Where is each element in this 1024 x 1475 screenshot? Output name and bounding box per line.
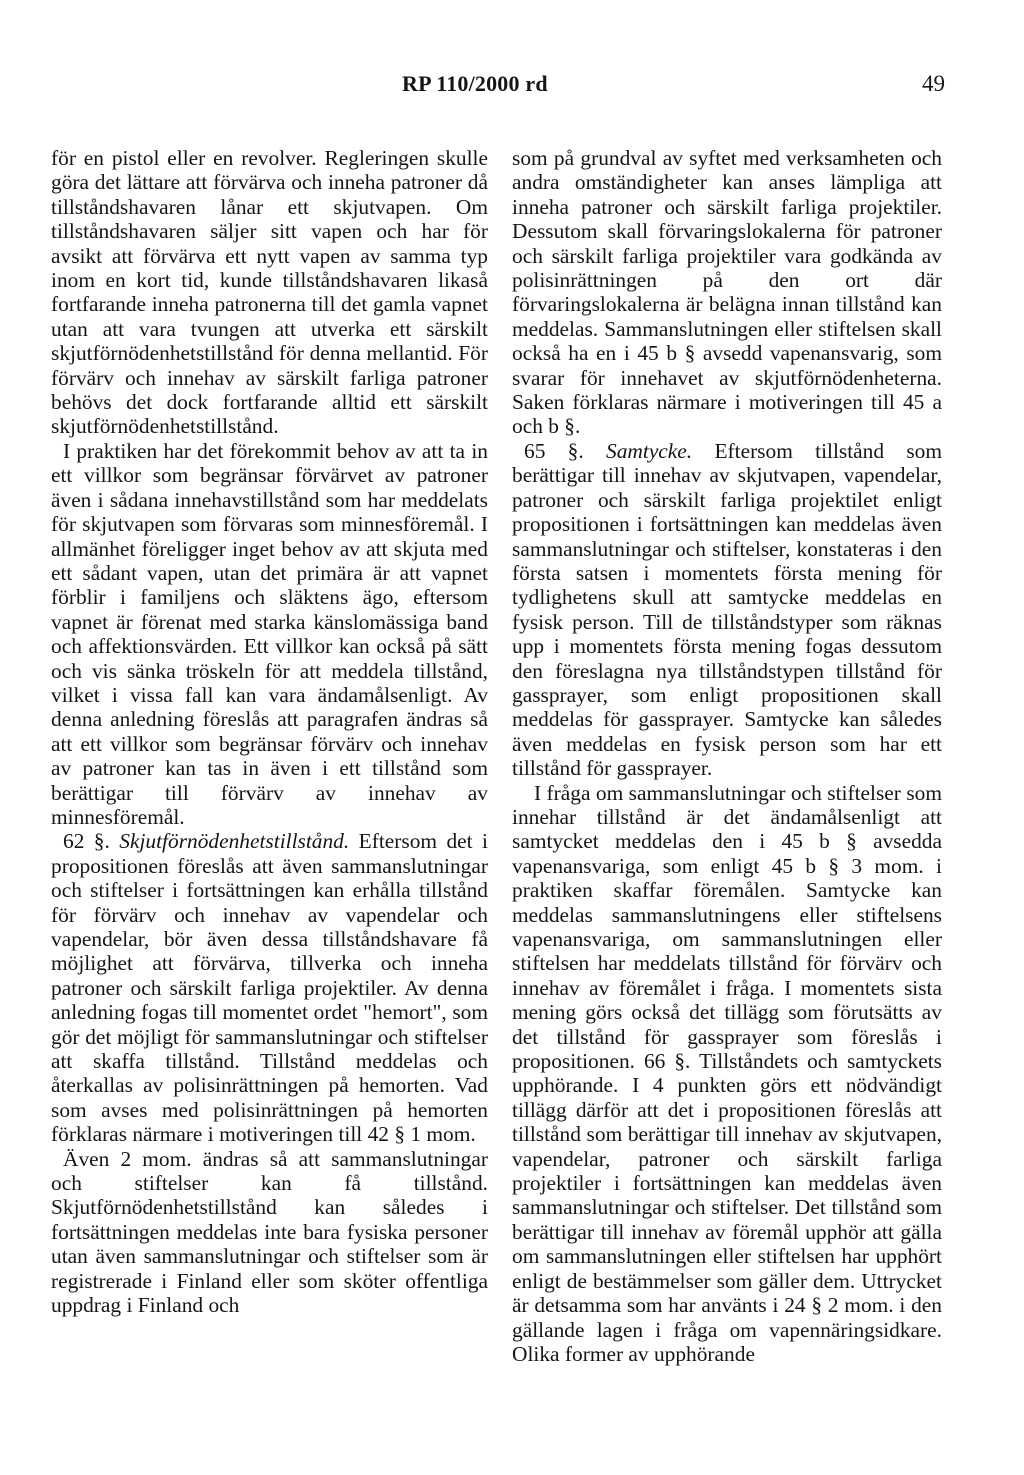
right-column [512,146,942,1366]
paragraph: I fråga om sammanslutningar och stiftelser som innehar tillstånd är det ändamålsenligt att samtycket meddelas den i 45 b § avsedda vapenansvariga, som enligt 45 b § 3 mom. i praktiken skaffar föremålen. Samtycke kan meddelas sammanslutningens eller stiftelsens vapenansvariga, om sammanslutningen eller stiftelsen har meddelats tillstånd för förvärv och innehav av föremålet i fråga. I momentets sista mening görs också det tillägg som förutsätts av det tillstånd för gassprayer som föreslås i propositionen. 66 §. Tillståndets och samtyckets upphörande. I 4 punkten görs ett nödvändigt tillägg därför att det i propositionen föreslås att tillstånd som berättigar till innehav av skjutvapen, vapendelar, patroner och särskilt farliga projektiler i fortsättningen kan meddelas även sammanslutningar och stiftelser. Det tillstånd som berättigar till innehav av föremål upphör att gälla om sammanslutningen eller stiftelsen har upphört enligt de bestämmelser som gäller dem. Uttrycket är detsamma som har använts i 24 § 2 mom. i den gällande lagen i fråga om vapennäringsidkare. Olika former av upphörande [512,780,942,1366]
paragraph: Även 2 mom. ändras så att sammanslutningar och stiftelser kan få tillstånd. Skjutförnödenhetstillstånd kan således i fortsättningen meddelas inte bara fysiska personer utan även sammanslutningar och stiftelser som är registrerade i Finland eller som sköter offentliga uppdrag i Finland och [51,1146,488,1318]
section-title: Samtycke. [606,438,693,463]
paragraph-section-62 [51,829,488,1146]
paragraph-section-65 [512,439,942,781]
section-title: Skjutförnödenhetstillstånd. [119,829,350,854]
paragraph: I praktiken har det förekommit behov av att ta in ett villkor som begränsar förvärvet av patroner även i sådana innehavstillstånd som har meddelats för skjutvapen som förvaras som minnesföremål. I allmänhet föreligger inget behov av att skjuta med ett sådant vapen, utan det primära är att vapnet förblir i familjens och släktens ägo, eftersom vapnet är förenat med starka känslomässiga band och affektionsvärden. Ett villkor kan också på sätt och vis sänka tröskeln för att meddela tillstånd, vilket i vissa fall kan vara ändamålsenligt. Av denna anledning föreslås att paragrafen ändras så att ett villkor som begränsar förvärv och innehav av patroner kan tas in även i ett tillstånd som berättigar till förvärv av innehav av minnesföremål. [51,438,488,829]
section-number: 62 §. [63,829,110,854]
section-body: Eftersom det i propositionen föreslås att även sammanslutningar och stiftelser i fortsättningen kan erhålla tillstånd för förvärv och innehav av vapendelar och vapendelar, bör även dessa tillståndshavare få möjlighet att förvärva, tillverka och inneha patroner och särskilt farliga projektiler. Av denna anledning fogas till momentet ordet "hemort", som gör det möjligt för sammanslutningar och stiftelser att skaffa tillstånd. Tillstånd meddelas och återkallas av polisinrättningen på hemorten. Vad som avses med polisinrättningen på hemorten förklaras närmare i motiveringen till 42 § 1 mom. [51,829,488,1147]
section-body: Eftersom tillstånd som berättigar till innehav av skjutvapen, vapendelar, patroner och särskilt farliga projektilet enligt propositionen i fortsättningen kan meddelas även sammanslutningar och stiftelser, konstateras i den första satsen i momentets första mening för tydlighetens skull att samtycke meddelas en fysisk person. Till de tillståndstyper som räknas upp i momentets första mening fogas dessutom den föreslagna nya tillståndstypen tillstånd för gassprayer, som enligt propositionen skall meddelas för gassprayer. Samtycke kan således även meddelas en fysisk person som har ett tillstånd för gassprayer. [512,438,943,781]
paragraph: som på grundval av syftet med verksamheten och andra omständigheter kan anses lämpliga att inneha patroner och särskilt farliga projektiler. Dessutom skall förvaringslokalerna för patroner och särskilt farliga projektiler vara godkända av polisinrättningen på den ort där förvaringslokalerna är belägna innan tillstånd kan meddelas. Sammanslutningen eller stiftelsen skall också ha en i 45 b § avsedd vapenansvarig, som svarar för innehavet av skjutförnödenheterna. Saken förklaras närmare i motiveringen till 45 a och b §. [512,146,942,439]
section-number: 65 §. [524,438,584,463]
paragraph: för en pistol eller en revolver. Regleringen skulle göra det lättare att förvärva och inneha patroner då tillståndshavaren lånar ett skjutvapen. Om tillståndshavaren säljer sitt vapen och har för avsikt att förvärva ett nytt vapen av samma typ inom en kort tid, kunde tillståndshavaren likaså fortfarande inneha patronerna till det gamla vapnet utan att vara tvungen att utverka ett särskilt skjutförnödenhetstillstånd för denna mellantid. För förvärv och innehav av särskilt farliga patroner behövs det dock fortfarande alltid ett särskilt skjutförnödenhetstillstånd. [51,146,488,439]
left-column [51,146,488,1318]
page-title: RP 110/2000 rd [402,71,548,96]
page-number: 49 [922,71,945,96]
